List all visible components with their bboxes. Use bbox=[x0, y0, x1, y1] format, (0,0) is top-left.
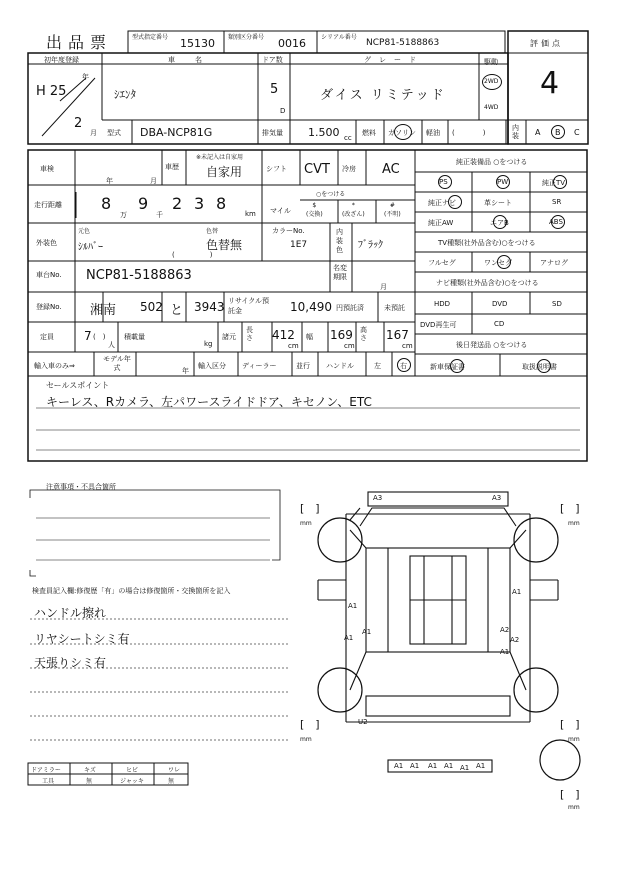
drive-2wd: 2WD bbox=[484, 78, 499, 85]
doors-value: 5 bbox=[270, 82, 279, 97]
mileage-digit-2: 9 bbox=[138, 194, 149, 213]
note-line-1: ハンドル擦れ bbox=[34, 606, 107, 620]
tools-header-2: キズ bbox=[84, 767, 96, 774]
width-cm: cm bbox=[344, 342, 355, 350]
model-label: 型式 bbox=[107, 129, 121, 137]
mileage-digit-1: 8 bbox=[101, 194, 112, 213]
later-warranty-circle bbox=[450, 359, 464, 373]
interior-c: C bbox=[574, 128, 580, 137]
height-value: 167 bbox=[386, 328, 409, 342]
sales-text: キーレス、Rカメラ、左パワースライドドア、キセノン、ETC bbox=[46, 395, 372, 409]
handle-label: ハンドル bbox=[326, 362, 354, 370]
bracket-rr: [ ] bbox=[560, 718, 580, 731]
car-name: ｼｴﾝﾀ bbox=[114, 88, 136, 101]
displacement-unit: cc bbox=[344, 134, 352, 142]
damage-mark-14: A1 bbox=[428, 762, 438, 770]
damage-mark-8: A2 bbox=[510, 636, 520, 644]
mileage-digit-4: 3 bbox=[194, 194, 205, 213]
model-value: DBA-NCP81G bbox=[140, 126, 213, 139]
recycle-amount: 10,490 bbox=[290, 300, 332, 314]
height-label: 高さ bbox=[360, 326, 367, 342]
tv-oneseg: ワンセグ bbox=[484, 259, 512, 267]
capacity-value: 7 bbox=[84, 329, 92, 343]
navi-sd: SD bbox=[552, 300, 562, 308]
meter-swap: $ (交換) bbox=[306, 202, 323, 218]
door-suffix: D bbox=[280, 107, 286, 115]
damage-mark-10: A1 bbox=[460, 764, 470, 772]
shift-label: シフト bbox=[266, 165, 287, 173]
tools-row-3: ジャッキ bbox=[120, 778, 144, 785]
mileage-km: km bbox=[245, 210, 256, 218]
tools-header-1: ドアミラー bbox=[31, 767, 61, 774]
recycle-unpaid: 未預託 bbox=[384, 304, 405, 312]
interior-b: B bbox=[555, 128, 561, 137]
damage-mark-11: U2 bbox=[358, 718, 368, 726]
bracket-spare: [ ] bbox=[560, 788, 580, 801]
later-warranty: 新車保証書 bbox=[430, 363, 465, 371]
recycle-label: リサイクル預託金 bbox=[228, 297, 270, 315]
bracket-fl: [ ] bbox=[300, 502, 320, 515]
later-manual-circle bbox=[537, 359, 551, 373]
recycle-unit: 円預託済 bbox=[336, 304, 364, 312]
shift-value: CVT bbox=[304, 162, 330, 177]
grade-label: グレード bbox=[364, 56, 424, 64]
genuine-label: 純正装備品 ○をつける bbox=[456, 158, 528, 166]
equip-airbag-circle bbox=[493, 215, 507, 229]
equip-tv: 純正TV bbox=[542, 179, 566, 187]
fuel-label: 燃料 bbox=[362, 129, 376, 137]
damage-mark-2: A3 bbox=[492, 494, 502, 502]
type-no: 15130 bbox=[180, 37, 215, 50]
caution-label: 注意事項・不具合箇所 bbox=[46, 483, 116, 491]
equip-abs-circle bbox=[551, 215, 565, 229]
chassis-value: NCP81-5188863 bbox=[86, 268, 192, 283]
inspection-label: 車検 bbox=[40, 165, 54, 173]
handle-left: 左 bbox=[374, 362, 381, 370]
sheet-title: 出品票 bbox=[46, 33, 113, 52]
score-value: 4 bbox=[540, 66, 560, 101]
interior-label: 内装 bbox=[512, 124, 519, 140]
equip-airbag: エアB bbox=[490, 219, 509, 227]
inspection-month-unit: 月 bbox=[150, 177, 157, 185]
equip-pw-circle bbox=[496, 175, 510, 189]
drive-label: 駆動 bbox=[484, 58, 498, 66]
navi-hdd: HDD bbox=[434, 300, 451, 308]
fuel-value: ガソリン bbox=[388, 129, 416, 137]
capacity-paren: ( ) bbox=[93, 333, 106, 341]
reg-class: 502 bbox=[140, 300, 163, 314]
damage-mark-1: A3 bbox=[373, 494, 383, 502]
mileage-label: 走行距離 bbox=[34, 201, 62, 209]
ac-value: AC bbox=[382, 162, 400, 177]
damage-mark-7: A2 bbox=[500, 626, 510, 634]
handle-right-circle bbox=[397, 358, 411, 372]
cd-label: CD bbox=[494, 320, 505, 328]
name-change-month: 月 bbox=[380, 283, 387, 291]
mm-spare: mm bbox=[568, 804, 580, 811]
mm-rr: mm bbox=[568, 736, 580, 743]
parallel-label: 並行 bbox=[296, 362, 310, 370]
fuel-paren: ( ) bbox=[452, 129, 486, 137]
tv-analog: アナログ bbox=[540, 259, 568, 267]
inspector-label: 検査員記入欄:修復歴「有」の場合は修復箇所・交換箇所を記入 bbox=[32, 587, 231, 595]
sales-label: セールスポイント bbox=[46, 381, 110, 390]
damage-mark-9: A1 bbox=[500, 648, 510, 656]
name-change-label: 名変期限 bbox=[333, 264, 347, 281]
tv-fullseg: フルセグ bbox=[428, 259, 456, 267]
mileage-digit-5: 8 bbox=[216, 194, 227, 213]
reg-area: 湘南 bbox=[90, 303, 117, 318]
fuel-circle bbox=[394, 124, 412, 140]
serial-no: NCP81-5188863 bbox=[366, 38, 440, 48]
equip-ps: PS bbox=[439, 178, 448, 186]
length-cm: cm bbox=[288, 342, 299, 350]
mm-fr: mm bbox=[568, 520, 580, 527]
model-year-unit: 年 bbox=[182, 367, 189, 375]
history-label: 車歴 bbox=[165, 163, 179, 171]
later-manual: 取扱説明書 bbox=[522, 363, 557, 371]
color-label: 外装色 bbox=[36, 239, 57, 247]
chassis-label: 車台No. bbox=[36, 271, 62, 279]
doors-label: ドア数 bbox=[262, 56, 283, 64]
displacement-value: 1.500 bbox=[308, 126, 340, 139]
length-label: 長さ bbox=[246, 326, 253, 342]
inspection-year-unit: 年 bbox=[106, 177, 113, 185]
dvd-label: DVD再生可 bbox=[420, 321, 457, 329]
damage-mark-5: A1 bbox=[344, 634, 354, 642]
damage-mark-15: A1 bbox=[444, 762, 454, 770]
equip-leather: 革シート bbox=[484, 199, 512, 207]
history-value: 自家用 bbox=[206, 165, 243, 179]
ac-label: 冷房 bbox=[342, 165, 356, 173]
drive-2wd-circle bbox=[482, 74, 502, 90]
mileage-digit-3: 2 bbox=[172, 194, 183, 213]
navi-label: ナビ種類(社外品含む)○をつける bbox=[436, 279, 539, 287]
color-no-label: カラーNo. bbox=[272, 227, 305, 235]
class-no: 0016 bbox=[278, 37, 306, 50]
import-class-label: 輸入区分 bbox=[198, 362, 226, 370]
damage-mark-3: A1 bbox=[348, 602, 358, 610]
displacement-label: 排気量 bbox=[262, 129, 283, 137]
interior-b-circle bbox=[551, 125, 565, 139]
damage-mark-13: A1 bbox=[410, 762, 420, 770]
equip-pw: PW bbox=[497, 178, 509, 186]
tools-row-1: 工具 bbox=[42, 778, 55, 785]
meter-circle-note: ○をつける bbox=[316, 191, 346, 198]
color-paren: ( ) bbox=[172, 251, 213, 259]
color-change-label: 色替 bbox=[206, 228, 219, 235]
equip-tv-circle bbox=[553, 175, 567, 189]
class-no-label: 類別区分番号 bbox=[228, 34, 265, 41]
note-line-3: 天張りシミ有 bbox=[34, 656, 107, 670]
meter-tamper: * (改ざん) bbox=[342, 202, 365, 218]
dealer-label: ディーラー bbox=[242, 362, 277, 370]
color-change: 色替無 bbox=[206, 238, 243, 252]
length-value: 412 bbox=[272, 328, 295, 342]
size-label: 諸元 bbox=[222, 333, 236, 341]
color-no: 1E7 bbox=[290, 240, 308, 250]
mm-rl: mm bbox=[300, 736, 312, 743]
grade-value: ダイス リミテッド bbox=[320, 88, 446, 103]
tools-row-4: 無 bbox=[168, 778, 175, 785]
damage-mark-4: A1 bbox=[362, 628, 372, 636]
handle-right: 右 bbox=[400, 362, 407, 370]
first-reg-label: 初年度登録 bbox=[44, 56, 79, 64]
equip-navi-circle bbox=[448, 195, 462, 209]
year-unit: 年 bbox=[82, 73, 89, 81]
history-note: ※未記入は自家用 bbox=[196, 154, 244, 161]
note-line-2: リヤシートシミ有 bbox=[34, 632, 130, 646]
reg-kana: と bbox=[170, 303, 184, 318]
tools-row-2: 無 bbox=[86, 778, 93, 785]
serial-label: シリアル番号 bbox=[321, 34, 357, 41]
capacity-label: 定員 bbox=[40, 333, 54, 341]
orig-color: ｼﾙﾊﾞｰ bbox=[78, 242, 103, 253]
later-label: 後日発送品 ○をつける bbox=[456, 341, 528, 349]
drive-4wd: 4WD bbox=[484, 104, 499, 111]
tools-header-4: ワレ bbox=[168, 767, 181, 774]
interior-color: ﾌﾞﾗｯｸ bbox=[358, 240, 383, 251]
damage-mark-6: A1 bbox=[512, 588, 522, 596]
meter-unknown: # (不明) bbox=[384, 202, 401, 218]
type-no-label: 型式指定番号 bbox=[132, 34, 169, 41]
equip-navi: 純正ナビ bbox=[428, 199, 456, 207]
reg-number: 3943 bbox=[194, 300, 225, 314]
import-label: 輸入車のみ⇒ bbox=[34, 362, 75, 370]
mileage-sen: 千 bbox=[156, 211, 163, 219]
tv-label: TV種類(社外品含む)○をつける bbox=[438, 239, 536, 247]
damage-mark-12: A1 bbox=[394, 762, 404, 770]
person-unit: 人 bbox=[108, 341, 115, 349]
score-label: 評価点 bbox=[530, 39, 563, 48]
interior-color-label: 内装色 bbox=[336, 228, 343, 254]
orig-color-label: 元色 bbox=[78, 228, 91, 235]
load-kg: kg bbox=[204, 340, 213, 348]
damage-mark-16: A1 bbox=[476, 762, 486, 770]
bracket-rl: [ ] bbox=[300, 718, 320, 731]
equip-abs: ABS bbox=[549, 218, 563, 226]
width-value: 169 bbox=[330, 328, 353, 342]
width-label: 幅 bbox=[306, 333, 313, 341]
interior-a: A bbox=[535, 128, 541, 137]
model-year-label: モデル年式 bbox=[103, 355, 131, 372]
diesel-label: 軽油 bbox=[426, 129, 440, 137]
mileage-man: 万 bbox=[120, 211, 127, 219]
month-unit: 月 bbox=[90, 129, 97, 137]
bracket-fr: [ ] bbox=[560, 502, 580, 515]
equip-ps-circle bbox=[438, 175, 452, 189]
equip-aw: 純正AW bbox=[428, 219, 454, 227]
mm-fl: mm bbox=[300, 520, 312, 527]
tools-header-3: ヒビ bbox=[126, 767, 139, 774]
equip-sr: SR bbox=[552, 198, 562, 206]
mile-label: マイル bbox=[270, 207, 291, 215]
height-cm: cm bbox=[402, 342, 413, 350]
first-reg-year: H 25 bbox=[36, 84, 67, 99]
car-name-label: 車名 bbox=[168, 56, 222, 64]
navi-dvd: DVD bbox=[492, 300, 508, 308]
load-label: 積載量 bbox=[124, 333, 145, 341]
tv-oneseg-circle bbox=[497, 255, 511, 269]
reg-label: 登録No. bbox=[36, 303, 62, 311]
first-reg-month: 2 bbox=[74, 116, 83, 131]
